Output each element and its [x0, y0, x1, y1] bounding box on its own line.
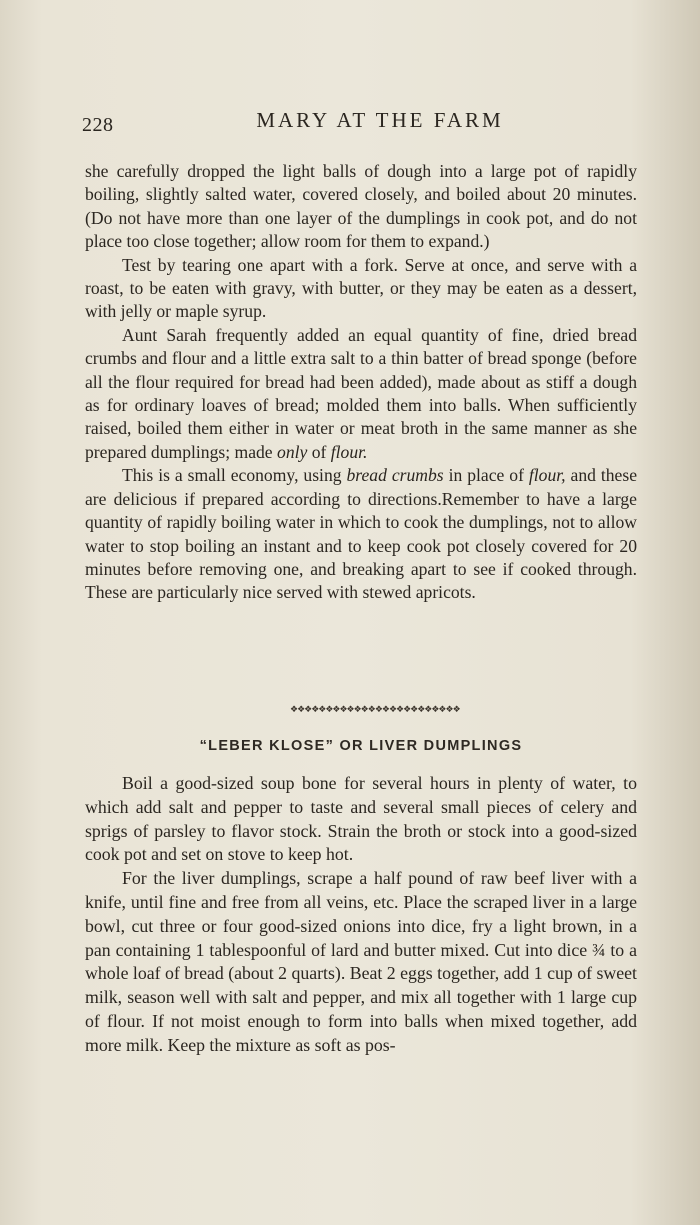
paragraph-text: This is a small economy, using — [122, 465, 347, 486]
body-section-dumplings — [85, 160, 637, 605]
paragraph-text: of — [307, 441, 331, 462]
italic-text: only — [277, 441, 308, 462]
paragraph-text: Aunt Sarah frequently added an equal quantity of fine, dried bread crumbs and flour and a little extra salt to a thin batter of bread sponge (before all the flour required for bread had been added), made about as stiff a dough as for ordinary loaves of bread; molded them into balls. When sufficiently raised, boiled them either in water or meat broth in the same manner as she prepared dumplings; made — [85, 324, 637, 462]
paragraph-text: in place of — [443, 465, 529, 486]
paragraph — [85, 464, 637, 604]
section-heading: “LEBER KLOSE” OR LIVER DUMPLINGS — [199, 738, 523, 754]
paragraph-text: and these are delicious if prepared according to directions. — [85, 465, 638, 509]
page-number: 228 — [82, 114, 114, 136]
body-section-liver-dumplings — [85, 772, 637, 1058]
italic-text: flour, — [528, 465, 566, 486]
paragraph: Boil a good-sized soup bone for several hours in plenty of water, to which add salt and pepper to taste and several small pieces of celery and sprigs of parsley to flavor stock. Strain the broth or stock into a good-sized cook pot and set on stove to keep hot. — [85, 773, 637, 865]
paragraph — [85, 324, 637, 464]
running-title: MARY AT THE FARM — [256, 108, 504, 132]
italic-text: flour. — [330, 441, 368, 462]
page-header — [82, 108, 638, 138]
italic-text: bread crumbs — [346, 465, 444, 486]
paragraph: Test by tearing one apart with a fork. Serve at once, and serve with a roast, to be eaten with gravy, with butter, or they may be eaten as a dessert, with jelly or maple syrup. — [85, 254, 637, 322]
decorative-divider: ❖❖❖❖❖❖❖❖❖❖❖❖❖❖❖❖❖❖❖❖❖❖❖❖ — [290, 704, 460, 714]
paragraph: she carefully dropped the light balls of dough into a large pot of rapidly boiling, slightly salted water, covered closely, and boiled about 20 minutes. (Do not have more than one layer of the dumplings in cook pot, and do not place too close together; allow room for them to expand.) — [85, 161, 637, 252]
paragraph: For the liver dumplings, scrape a half pound of raw beef liver with a knife, until fine and free from all veins, etc. Place the scraped liver in a large bowl, cut three or four good-sized onions into dice, fry a light brown, in a pan containing 1 tablespoonful of lard and butter mixed. Cut into dice ¾ to a whole loaf of bread (about 2 quarts). Beat 2 eggs together, add 1 cup of sweet milk, season well with salt and pepper, and mix all together with 1 large cup of flour. If not moist enough to form into balls when mixed together, add more milk. Keep the mixture as soft as pos- — [85, 868, 637, 1055]
paragraph-text: Remember to have a large quantity of rapidly boiling water in which to cook the dumplings, not to allow water to stop boiling an instant and to keep cook pot closely covered for 20 minutes before removing one, and breaking apart to see if cooked through. These are particularly nice served with stewed apricots. — [85, 488, 637, 603]
